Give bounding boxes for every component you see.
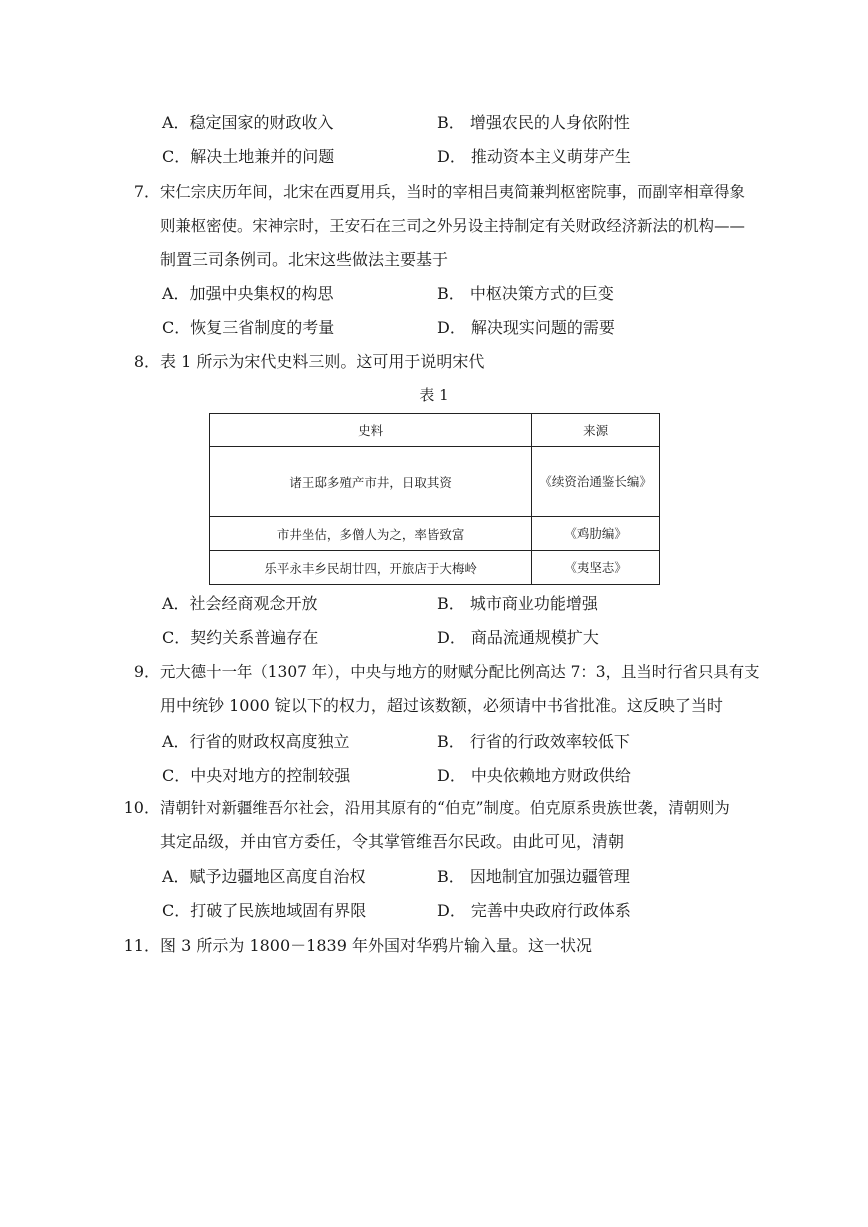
q9-stem-line-1: 元大德十一年（1307 年），中央与地方的财赋分配比例高达 7：3，且当时行省只具有支 [160,663,760,681]
q6-option-c: C．解决土地兼并的问题 [162,147,335,166]
q6-option-b: B． 增强农民的人身依附性 [437,113,630,132]
q7-option-d: D． 解决现实问题的需要 [437,318,615,337]
q8-option-d: D． 商品流通规模扩大 [437,628,599,647]
q8-number: 8． [133,352,160,371]
table-header-origin: 来源 [532,414,660,447]
q10-option-a: A．赋予边疆地区高度自治权 [162,867,366,886]
q8-option-b: B． 城市商业功能增强 [437,594,598,613]
q10-option-d: D． 完善中央政府行政体系 [437,901,631,920]
q7-stem-line-3: 制置三司条例司。北宋这些做法主要基于 [160,250,449,269]
q9-option-a: A．行省的财政权高度独立 [162,732,350,751]
q10-option-b: B． 因地制宜加强边疆管理 [437,867,630,886]
q10-stem-line-2: 其定品级，并由官方委任，令其掌管维吾尔民政。由此可见，清朝 [160,832,625,851]
table-header-source-text: 史料 [210,414,532,447]
q9-number: 9． [133,662,160,681]
q8-option-a: A．社会经商观念开放 [162,594,318,613]
q9-stem-line-2: 用中统钞 1000 锭以下的权力，超过该数额，必须请中书省批准。这反映了当时 [160,696,723,715]
q11-number: 11． [123,936,160,955]
q7-stem-line-2: 则兼枢密使。宋神宗时，王安石在三司之外另设主持制定有关财政经济新法的机构—— [160,217,745,235]
q7-stem-line-1: 宋仁宗庆历年间，北宋在西夏用兵，当时的宰相吕夷简兼判枢密院事，而副宰相章得象 [160,183,745,201]
q8-stem-line-1: 表 1 所示为宋代史料三则。这可用于说明宋代 [160,352,485,371]
table-row [210,447,660,517]
q9-option-b: B． 行省的行政效率较低下 [437,732,630,751]
table-cell-origin: 《鸡肋编》 [532,517,660,551]
q11-stem-line-1: 图 3 所示为 1800－1839 年外国对华鸦片输入量。这一状况 [160,936,592,955]
q6-option-d: D． 推动资本主义萌芽产生 [437,147,631,166]
table-cell-source-text: 乐平永丰乡民胡廿四，开旅店于大梅岭 [210,551,532,585]
q7-option-c: C．恢复三省制度的考量 [162,318,335,337]
table-row [210,551,660,585]
table-header-row [210,414,660,447]
table-cell-source-text: 市井坐估，多僧人为之，率皆致富 [210,517,532,551]
table-cell-origin: 《夷坚志》 [532,551,660,585]
table-row [210,517,660,551]
q7-number: 7． [133,182,160,201]
q10-number: 10． [123,798,160,817]
q6-option-a: A．稳定国家的财政收入 [162,113,334,132]
q10-stem-line-1: 清朝针对新疆维吾尔社会，沿用其原有的“伯克”制度。伯克原系贵族世袭，清朝则为 [160,799,730,817]
table-cell-origin: 《续资治通鉴长编》 [532,447,660,517]
q7-option-a: A．加强中央集权的构思 [162,284,334,303]
q9-option-c: C．中央对地方的控制较强 [162,766,351,785]
q9-option-d: D． 中央依赖地方财政供给 [437,766,631,785]
table-cell-source-text: 诸王邸多殖产市井，日取其资 [210,447,532,517]
table-caption: 表 1 [419,386,449,404]
q10-option-c: C．打破了民族地域固有界限 [162,901,367,920]
q8-option-c: C．契约关系普遍存在 [162,628,319,647]
q7-option-b: B． 中枢决策方式的巨变 [437,284,614,303]
source-table [209,413,660,585]
